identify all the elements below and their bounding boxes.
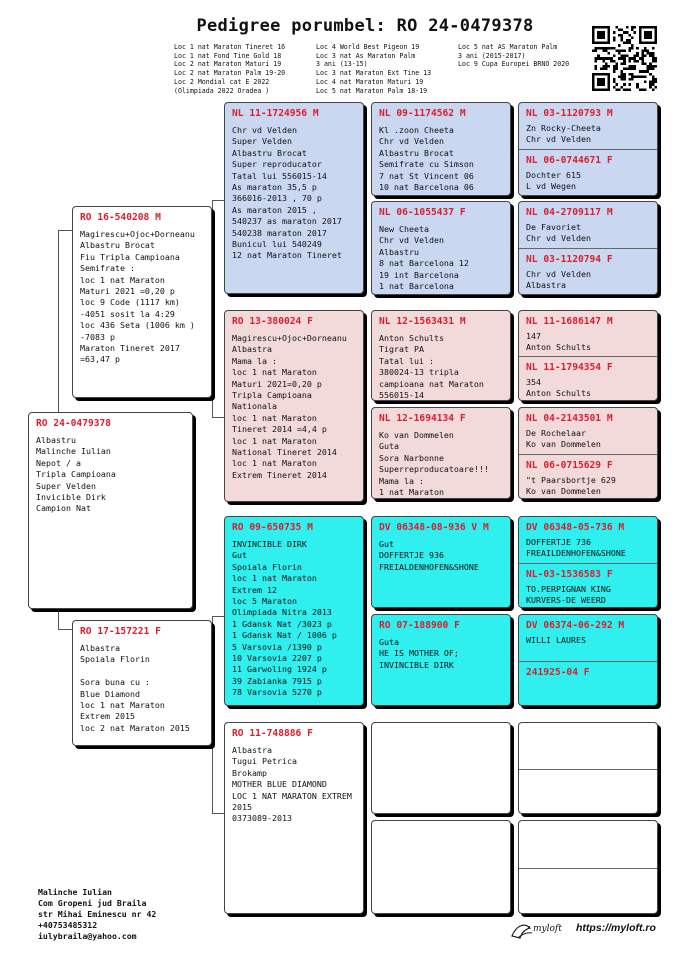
text-line: (Olimpiada 2022 Oradea ) [174,86,270,95]
text-line: Chr vd Velden [526,269,591,279]
text-line: 380024-13 tripla [379,367,459,378]
text-line: As maraton 2015 , [232,204,317,215]
page-title: Pedigree porumbel: RO 24-0479378 [196,16,534,36]
text-line: Anton Schults [526,388,591,399]
gen4-ring-number: NL 04-2143501 M [526,413,613,424]
text-line: As maraton 35,5 p [232,182,317,193]
gen4-ring-number: NL 06-0715629 F [526,460,613,471]
text-line: 147 [526,331,541,341]
gen3-ring-number: RO 07-188900 F [379,620,460,631]
text-line: Loc 4 nat Maraton Maturi 19 [316,77,424,86]
text-line: Maraton Tineret 2017 [80,343,180,354]
text-line: Spoiala Florin [80,654,150,665]
text-line: Anton Schults [526,342,591,353]
text-line: 1 nat Maraton [379,487,444,498]
gen4-ring-number: NL 11-1686147 M [526,316,613,327]
gen3-card[interactable] [371,614,511,706]
text-line: "t Paarsbortje 629 [526,475,616,485]
text-line: Brokamp [232,767,267,778]
text-line: loc 1 nat Maraton [80,274,165,285]
text-line: De Rochelaar [526,428,586,438]
text-line: Sora buna cu : [80,677,150,688]
gen3-details [379,430,504,498]
gen2-details [232,125,357,262]
text-line: Invicible Dirk [36,492,106,503]
text-line: 12 nat Maraton Tineret [232,250,342,261]
gen4-details [526,269,651,292]
gen2-ring-number: RO 09-650735 M [232,522,313,533]
text-line: 0373089-2013 [232,813,292,824]
gen4-ring-number: NL 04-2709117 M [526,207,613,218]
text-line: Sora Narbonne [379,452,444,463]
text-line: Gut [379,539,394,549]
text-line: loc 1 nat Maraton [232,458,317,469]
text-line: +40753485312 [38,920,98,930]
gen2-ring-number: RO 13-380024 F [232,316,313,327]
text-line: Semifrate cu Simson [379,159,474,170]
gen3-details [379,125,504,193]
text-line: Tatal lui 556015-14 [232,170,327,181]
text-line: New Cheeta [379,224,429,234]
text-line: Malinche Iulian [38,887,112,897]
gen2-ring-number: RO 11-748886 F [232,728,313,739]
text-line: loc 436 Seta (1006 km ) [80,320,195,331]
text-line: Chr vd Velden [526,233,591,244]
gen4-pair-card-empty[interactable] [518,820,658,914]
gen4-details [526,537,651,560]
text-line: Ko van Dommelen [526,439,601,450]
text-line: loc 1 nat Maraton [232,435,317,446]
grandsire-paternal-card[interactable] [224,102,364,294]
text-line: Semifrate : [80,263,135,274]
dam-ring-number: RO 17-157221 F [80,626,161,637]
granddam-paternal-card[interactable] [224,310,364,502]
gen4-details [526,170,651,193]
text-line: Albastra [526,280,566,291]
subject-details [36,435,186,515]
text-line: -4051 sosit la 4:29 [80,308,175,319]
text-line: Loc 3 nat Maraton Ext Tine 13 [316,69,432,78]
text-line: str Mihai Eminescu nr 42 [38,909,157,919]
gen2-details [232,745,357,825]
achievements-col-2 [316,43,431,95]
text-line: LOC 1 NAT MARATON EXTREM [232,790,352,801]
text-line [80,666,205,677]
text-line: Kl .zoon Cheeta [379,125,454,135]
text-line: 39 Zabianka 7915 p [232,675,322,686]
text-line: 10 Varsovia 2207 p [232,653,322,664]
gen3-card[interactable] [371,102,511,196]
website-link[interactable]: https://myloft.ro [576,922,656,934]
text-line: -7083 p [80,331,115,342]
gen3-details [379,224,504,292]
text-line: L vd Wegen [526,181,576,192]
text-line: Superreproducatoare!!! [379,464,489,475]
text-line: DOFFERTJE 736 [526,537,591,547]
sire-card[interactable] [72,206,212,398]
gen2-details [232,333,357,481]
gen3-details [379,637,504,671]
text-line: Maturi 2021 =0,20 p [80,286,175,297]
gen4-ring-number: NL-03-1536583 F [526,569,613,580]
text-line: iulybraila@yahoo.com [38,931,137,941]
text-line: Loc 3 nat As Maraton Palm [316,51,416,60]
text-line: loc 1 nat Maraton [232,412,317,423]
text-line: 1 nat Barcelona [379,281,454,292]
text-line: loc 2 nat Maraton 2015 [80,722,190,733]
text-line: Zn Rocky-Cheeta [526,123,601,133]
text-line: Tineret 2014 =4,4 p [232,424,327,435]
text-line: 1 Gdansk Nat /3023 p [232,618,332,629]
text-line: 1 Gdansk Nat / 1006 p [232,630,337,641]
text-line: Loc 1 nat Maraton Tineret 16 [174,43,286,51]
gen4-pair-card[interactable] [518,102,658,196]
text-line: 2015 [232,802,252,813]
text-line: Anton Schults [379,333,444,343]
text-line: Albastru Brocat [232,147,307,158]
text-line: Albastra [232,745,272,755]
subject-ring-number: RO 24-0479378 [36,418,112,429]
text-line: Extrem 12 [232,584,277,595]
text-line: Blue Diamond [80,688,140,699]
sire-ring-number: RO 16-540208 M [80,212,161,223]
text-line: 11 Garwoling 1924 p [232,664,327,675]
gen3-card-empty[interactable] [371,820,511,914]
gen4-ring-number: 241925-04 F [526,667,590,678]
text-line: loc 5 Maraton [232,596,297,607]
text-line: Mama la : [232,355,277,366]
text-line: KURVERS-DE WEERD [526,595,606,606]
text-line: Loc 2 nat Maraton Palm 19-20 [174,69,286,78]
text-line: INVINCIBLE DIRK [379,659,454,670]
gen3-card[interactable] [371,310,511,401]
text-line: 3 ani (13-15) [316,60,368,69]
qr-code-icon [592,26,657,91]
text-line: Super Velden [36,480,96,491]
text-line: Extrem Tineret 2014 [232,469,327,480]
achievements-col-1 [174,43,285,95]
achievements-col-3 [458,43,569,69]
gen2-ring-number: NL 11-1724956 M [232,108,319,119]
gen3-card[interactable] [371,407,511,499]
gen4-ring-number: NL 03-1120794 F [526,254,613,265]
gen4-ring-number: NL 03-1120793 M [526,108,613,119]
text-line: 354 [526,377,541,387]
text-line: National Tineret 2014 [232,447,337,458]
text-line: Loc 4 World Best Pigeon 19 [316,43,420,51]
sire-details [80,229,205,366]
brand-name: myloft [533,924,562,934]
gen3-ring-number: NL 12-1563431 M [379,316,466,327]
text-line: Tugui Petrica [232,756,297,767]
text-line: FREIALDENHOFEN&SHONE [379,561,479,572]
gen3-details [379,539,504,573]
text-line: Tigrat PA [379,344,424,355]
text-line: Albastru [379,246,419,257]
gen4-ring-number: NL 11-1794354 F [526,362,613,373]
gen3-ring-number: DV 06348-08-936 V M [379,522,489,533]
gen3-details [379,333,504,401]
text-line: Albastru [36,435,76,445]
subject-card[interactable] [28,412,193,609]
text-line: Albastra [232,344,272,355]
gen4-ring-number: NL 06-0744671 F [526,155,613,166]
text-line: loc 1 nat Maraton [232,367,317,378]
gen4-pair-card[interactable] [518,201,658,295]
text-line: 19 int Barcelona [379,269,459,280]
text-line: Maturi 2021=0,20 p [232,378,322,389]
text-line: Albastru Brocat [80,240,155,251]
gen3-card[interactable] [371,516,511,608]
text-line: loc 9 Code (1117 km) [80,297,180,308]
gen4-ring-number: DV 06348-05-736 M [526,522,625,533]
gen4-details [526,428,651,451]
gen4-details [526,584,651,607]
owner-contact [38,887,156,942]
text-line: Chr vd Velden [526,134,591,145]
text-line: Malinche Iulian [36,446,111,457]
text-line: Tatal lui : [379,355,434,366]
text-line: Fiu Tripla Campioana [80,251,180,262]
text-line: Super reproducator [232,159,322,170]
text-line: =63,47 p [80,354,120,365]
text-line: 3 ani (2015-2017) [458,51,526,60]
text-line: INVINCIBLE DIRK [232,539,307,549]
gen3-ring-number: NL 09-1174562 M [379,108,466,119]
text-line: loc 1 nat Maraton [232,573,317,584]
text-line: Loc 5 nat AS Maraton Palm [458,43,558,51]
text-line: Magirescu+Ojoc+Dorneanu [232,333,347,343]
text-line: HE IS MOTHER OF; [379,648,459,659]
text-line: FREAILDENHOFEN&SHONE [526,548,626,559]
gen4-pair-card[interactable] [518,516,658,608]
gen3-card[interactable] [371,201,511,295]
gen4-details [526,635,651,646]
gen4-pair-card[interactable] [518,310,658,401]
gen2-details [232,539,357,699]
text-line: Loc 5 nat Maraton Palm 18-19 [316,86,428,95]
text-line: 10 nat Barcelona 06 [379,182,474,193]
text-line: Nationala [232,401,277,412]
text-line: Loc 2 Mondial cat E 2022 [174,77,270,86]
text-line: Ko van Dommelen [526,486,601,497]
gen4-pair-card[interactable] [518,614,658,706]
text-line: Guta [379,637,399,647]
dam-card[interactable] [72,620,212,746]
gen4-pair-card[interactable] [518,407,658,499]
text-line: campioana nat Maraton [379,378,484,389]
text-line: Loc 1 nat Fond Tine Gold 18 [174,51,282,60]
text-line: Chr vd Velden [232,125,297,135]
text-line: Guta [379,441,399,452]
gen4-pair-card-empty[interactable] [518,722,658,814]
grandsire-maternal-card[interactable] [224,516,364,706]
text-line: 78 Varsovia 5270 p [232,687,322,698]
gen4-details [526,123,651,146]
text-line: 540237 as maraton 2017 [232,216,342,227]
text-line: Magirescu+Ojoc+Dorneanu [80,229,195,239]
text-line: MOTHER BLUE DIAMOND [232,779,327,790]
text-line: Chr vd Velden [379,235,444,246]
text-line: Extrem 2015 [80,711,135,722]
text-line: Loc 2 nat Maraton Maturi 19 [174,60,282,69]
text-line: loc 1 nat Maraton [80,700,165,711]
text-line: Spoiala Florin [232,561,302,572]
text-line: Com Gropeni jud Braila [38,898,147,908]
gen3-ring-number: NL 06-1055437 F [379,207,466,218]
dam-details [80,643,205,734]
granddam-maternal-card[interactable] [224,722,364,914]
gen3-card-empty[interactable] [371,722,511,814]
text-line: 7 nat St Vincent 06 [379,170,474,181]
text-line: Gut [232,550,247,561]
gen4-details [526,331,651,354]
text-line: 556015-14 [379,390,424,401]
gen4-details [526,222,651,245]
text-line: Dochter 615 [526,170,581,180]
gen4-details [526,475,651,498]
gen4-details [526,377,651,400]
text-line: Albastra [80,643,120,653]
text-line: Tripla Campioana [36,469,116,480]
gen4-ring-number: DV 06374-06-292 M [526,620,625,631]
text-line: 5 Varsovia /1390 p [232,641,322,652]
gen3-ring-number: NL 12-1694134 F [379,413,466,424]
text-line: De Favoriet [526,222,581,232]
text-line: 366016-2013 , 70 p [232,193,322,204]
text-line: Campion Nat [36,503,91,514]
text-line: Bunicul lui 540249 [232,239,322,250]
text-line: 540238 maraton 2017 [232,227,327,238]
text-line: Super Velden [232,136,292,147]
text-line: Chr vd Velden [379,136,444,147]
text-line: 8 nat Barcelona 12 [379,258,469,269]
text-line: Nepot / a [36,457,81,468]
text-line: Loc 9 Cupa Europei BRNO 2020 [458,60,570,69]
text-line: Tripla Campioana [232,390,312,401]
text-line: Mama la : [379,475,424,486]
text-line: WILLI LAURES [526,635,586,645]
text-line: DOFFERTJE 936 [379,550,444,561]
text-line: Olimpiada Nitra 2013 [232,607,332,618]
text-line: Albastru Brocat [379,147,454,158]
text-line: TO.PERPIGNAN KING [526,584,611,594]
text-line: Ko van Dommelen [379,430,454,440]
